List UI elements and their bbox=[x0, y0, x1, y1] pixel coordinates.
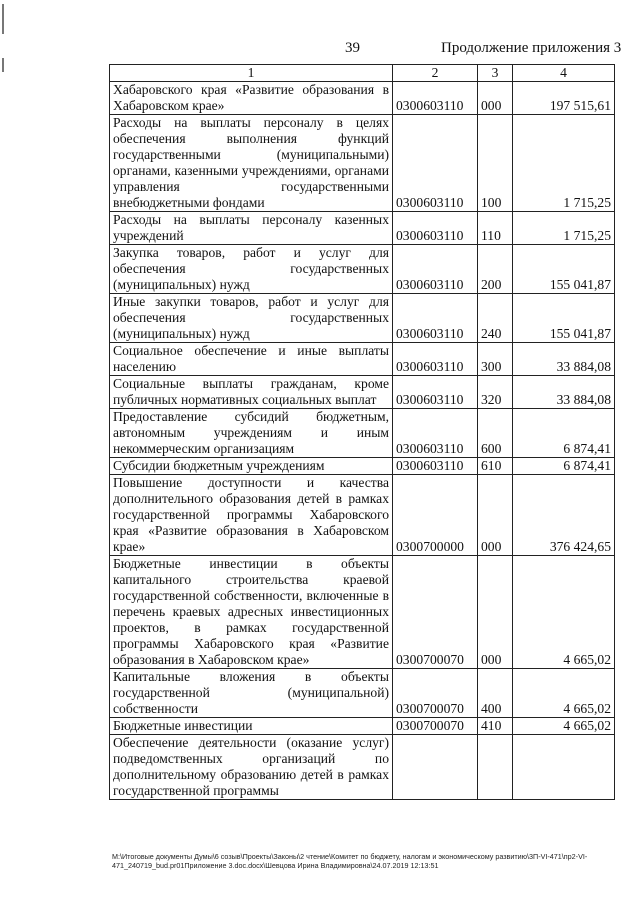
row-code: 0300603110 bbox=[393, 343, 478, 376]
table-row bbox=[110, 115, 615, 212]
row-code: 0300700000 bbox=[393, 475, 478, 556]
row-sum: 33 884,08 bbox=[513, 376, 615, 409]
table-row bbox=[110, 718, 615, 735]
page-number: 39 bbox=[345, 40, 360, 56]
row-name: Социальное обеспечение и иные выплаты населению bbox=[110, 343, 393, 376]
row-expense-type: 110 bbox=[478, 212, 513, 245]
row-code: 0300603110 bbox=[393, 294, 478, 343]
row-code: 0300603110 bbox=[393, 212, 478, 245]
row-code: 0300603110 bbox=[393, 245, 478, 294]
row-code: 0300700070 bbox=[393, 718, 478, 735]
row-sum: 4 665,02 bbox=[513, 718, 615, 735]
row-expense-type: 000 bbox=[478, 475, 513, 556]
row-sum bbox=[513, 735, 615, 800]
row-sum: 155 041,87 bbox=[513, 294, 615, 343]
table-row bbox=[110, 82, 615, 115]
row-expense-type: 000 bbox=[478, 82, 513, 115]
row-code: 0300700070 bbox=[393, 556, 478, 669]
row-name: Предоставление субсидий бюджетным, автономным учреждениям и иным некоммерческим организациям bbox=[110, 409, 393, 458]
row-expense-type: 410 bbox=[478, 718, 513, 735]
row-sum: 33 884,08 bbox=[513, 343, 615, 376]
table-row bbox=[110, 343, 615, 376]
row-sum: 4 665,02 bbox=[513, 556, 615, 669]
row-name: Расходы на выплаты персоналу в целях обеспечения выполнения функций государственными (муниципальными) органами, казенными учреждениями, органами управления государственными внебюджетными фондами bbox=[110, 115, 393, 212]
row-code: 0300603110 bbox=[393, 376, 478, 409]
row-code bbox=[393, 735, 478, 800]
column-header: 2 bbox=[393, 65, 478, 82]
row-expense-type: 610 bbox=[478, 458, 513, 475]
table-row bbox=[110, 409, 615, 458]
row-expense-type: 100 bbox=[478, 115, 513, 212]
row-expense-type: 600 bbox=[478, 409, 513, 458]
row-sum: 6 874,41 bbox=[513, 458, 615, 475]
row-name: Субсидии бюджетным учреждениям bbox=[110, 458, 393, 475]
row-name: Капитальные вложения в объекты государственной (муниципальной) собственности bbox=[110, 669, 393, 718]
row-name: Бюджетные инвестиции bbox=[110, 718, 393, 735]
row-sum: 155 041,87 bbox=[513, 245, 615, 294]
row-sum: 376 424,65 bbox=[513, 475, 615, 556]
row-sum: 197 515,61 bbox=[513, 82, 615, 115]
continuation-label: Продолжение приложения 3 bbox=[441, 40, 622, 56]
row-name: Закупка товаров, работ и услуг для обеспечения государственных (муниципальных) нужд bbox=[110, 245, 393, 294]
row-name: Расходы на выплаты персоналу казенных учреждений bbox=[110, 212, 393, 245]
column-header: 3 bbox=[478, 65, 513, 82]
row-sum: 1 715,25 bbox=[513, 212, 615, 245]
table-row bbox=[110, 475, 615, 556]
column-header: 1 bbox=[110, 65, 393, 82]
row-expense-type bbox=[478, 735, 513, 800]
row-expense-type: 320 bbox=[478, 376, 513, 409]
document-path-footer: M:\Итоговые документы Думы\6 созыв\Проекты\Законы\2 чтение\Комитет по бюджету, налогам и экономическому развитию\3П-VI-471\пр2-VI-471_240719_bud.pr01Приложение 3.doc.docx\Шевцова Ирина Владимировна\24.07.2019 12:13:51 bbox=[112, 852, 588, 870]
table-row bbox=[110, 376, 615, 409]
row-expense-type: 300 bbox=[478, 343, 513, 376]
row-expense-type: 200 bbox=[478, 245, 513, 294]
column-header: 4 bbox=[513, 65, 615, 82]
table-row bbox=[110, 294, 615, 343]
row-code: 0300700070 bbox=[393, 669, 478, 718]
row-name: Хабаровского края «Развитие образования в Хабаровском крае» bbox=[110, 82, 393, 115]
table-row bbox=[110, 245, 615, 294]
row-name: Повышение доступности и качества дополнительного образования детей в рамках государственной программы Хабаровского края «Развитие образования в Хабаровском крае» bbox=[110, 475, 393, 556]
row-code: 0300603110 bbox=[393, 458, 478, 475]
row-sum: 1 715,25 bbox=[513, 115, 615, 212]
row-expense-type: 000 bbox=[478, 556, 513, 669]
row-name: Обеспечение деятельности (оказание услуг) подведомственных организаций по дополнительному образованию детей в рамках государственной программы bbox=[110, 735, 393, 800]
table-row bbox=[110, 212, 615, 245]
row-name: Бюджетные инвестиции в объекты капитального строительства краевой государственной собственности, включенные в перечень краевых адресных инвестиционных проектов, в рамках государственной программы Хабаровского края «Развитие образования в Хабаровском крае» bbox=[110, 556, 393, 669]
table-row bbox=[110, 458, 615, 475]
row-code: 0300603110 bbox=[393, 409, 478, 458]
row-name: Социальные выплаты гражданам, кроме публичных нормативных социальных выплат bbox=[110, 376, 393, 409]
binder-mark bbox=[2, 58, 4, 72]
row-expense-type: 400 bbox=[478, 669, 513, 718]
table-row bbox=[110, 556, 615, 669]
row-code: 0300603110 bbox=[393, 82, 478, 115]
row-expense-type: 240 bbox=[478, 294, 513, 343]
row-sum: 4 665,02 bbox=[513, 669, 615, 718]
row-code: 0300603110 bbox=[393, 115, 478, 212]
row-sum: 6 874,41 bbox=[513, 409, 615, 458]
table-row bbox=[110, 669, 615, 718]
row-name: Иные закупки товаров, работ и услуг для обеспечения государственных (муниципальных) нужд bbox=[110, 294, 393, 343]
budget-table bbox=[109, 64, 615, 800]
table-row bbox=[110, 735, 615, 800]
binder-mark bbox=[2, 4, 4, 34]
table-header-row bbox=[110, 65, 615, 82]
